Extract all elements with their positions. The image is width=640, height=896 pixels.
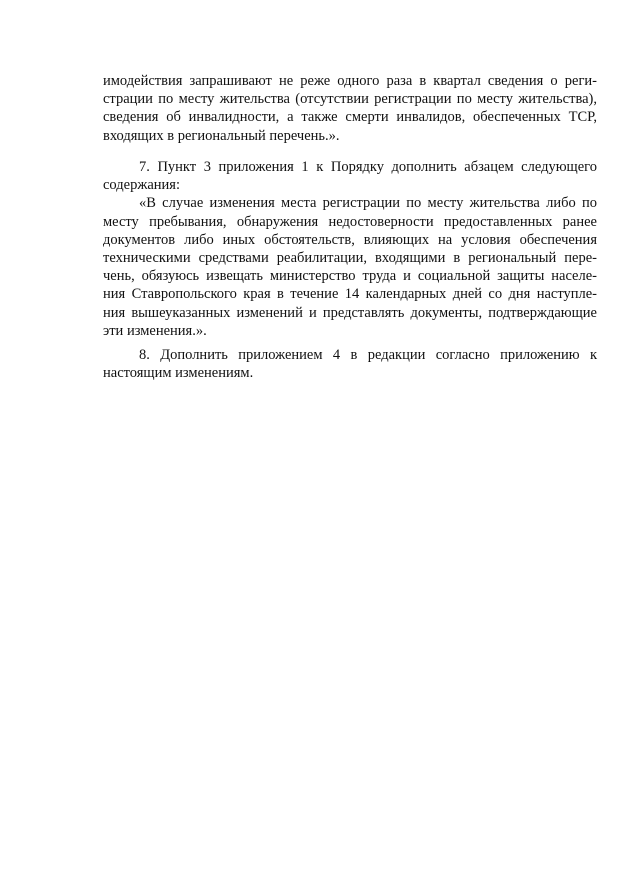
quoted-text-line: эти изменения.».	[103, 322, 207, 339]
quoted-text-line: ния Ставропольского края в течение 14 календарных дней со дня наступле-	[103, 286, 597, 303]
text-line: 8. Дополнить приложением 4 в редакции согласно приложению к	[139, 347, 597, 363]
text-line: 7. Пункт 3 приложения 1 к Порядку дополнить абзацем следующего	[139, 159, 597, 175]
quoted-text-line: чень, обязуюсь извещать министерство труда и социальной защиты населе-	[103, 268, 597, 285]
paragraph-8	[103, 346, 597, 382]
quoted-text-line: месту пребывания, обнаружения недостоверности предоставленных ранее	[103, 213, 597, 230]
quoted-text-line: «В случае изменения места регистрации по месту жительства либо по	[139, 195, 597, 212]
quoted-text-line: ния вышеуказанных изменений и представлять документы, подтверждающие	[103, 304, 597, 321]
paragraph-7	[103, 158, 597, 340]
quoted-text-line: техническими средствами реабилитации, входящими в региональный пере-	[103, 249, 597, 266]
quoted-text-line: документов либо иных обстоятельств, влияющих на условия обеспечения	[103, 231, 597, 248]
text-line: содержания:	[103, 177, 181, 194]
text-line: сведения об инвалидности, а также смерти инвалидов, обеспеченных ТСР,	[103, 109, 597, 126]
paragraph-continuation	[103, 72, 597, 145]
text-line: настоящим изменениям.	[103, 365, 254, 382]
text-line: входящих в региональный перечень.».	[103, 127, 340, 144]
text-line: имодействия запрашивают не реже одного раза в квартал сведения о реги-	[103, 73, 597, 89]
text-line: страции по месту жительства (отсутствии регистрации по месту жительства),	[103, 91, 597, 108]
